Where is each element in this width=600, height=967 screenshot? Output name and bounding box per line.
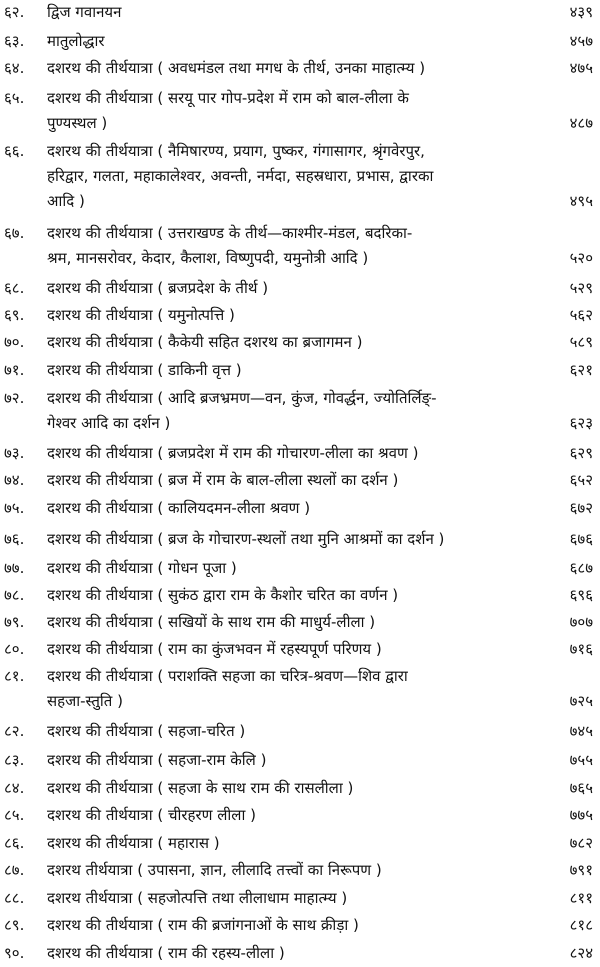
entry-title-line: दशरथ की तीर्थयात्रा ( महारास ) [47,834,220,852]
entry-title-line: दशरथ की तीर्थयात्रा ( कालियदमन-लीला श्रवण ) [47,499,311,517]
entry-number: ८०. [4,640,25,658]
entry-title [47,0,532,25]
entry-title-line: दशरथ की तीर्थयात्रा ( डाकिनी वृत्त ) [47,361,242,379]
entry-title [47,303,532,328]
entry-title [47,468,532,493]
entry-title-line: हरिद्वार, गलता, महाकालेश्वर, अवन्ती, नर्मदा, सहस्रधारा, प्रभास, द्वारका [47,167,434,185]
entry-number: ९०. [4,944,25,962]
entry-title-line: दशरथ की तीर्थयात्रा ( राम की रहस्य-लीला ) [47,944,285,962]
entry-title-line: दशरथ तीर्थयात्रा ( सहजोत्पत्ति तथा लीलाधाम माहात्म्य ) [47,889,348,907]
entry-number: ७१. [4,361,25,379]
entry-title [47,221,532,271]
entry-title-line: दशरथ की तीर्थयात्रा ( सखियों के साथ राम की माधुर्य-लीला ) [47,613,376,631]
entry-title [47,56,532,81]
entry-title [47,858,532,883]
entry-title [47,358,532,383]
entry-number: ७३. [4,444,25,462]
entry-title-line: श्रम, मानसरोवर, केदार, कैलाश, विष्णुपदी, यमुनोत्री आदि ) [47,249,369,267]
entry-title-line: दशरथ तीर्थयात्रा ( उपासना, ज्ञान, लीलादि तत्त्वों का निरूपण ) [47,861,382,879]
entry-number: ८७. [4,861,25,879]
entry-number: ६५. [4,89,25,107]
entry-title [47,583,532,608]
entry-title-line: दशरथ की तीर्थयात्रा ( कैकेयी सहित दशरथ का ब्रजागमन ) [47,333,363,351]
entry-title [47,637,532,662]
entry-number: ७६. [4,530,25,548]
entry-number: ७०. [4,333,25,351]
entry-title [47,139,532,214]
entry-title-line: पुण्यस्थल ) [47,114,108,132]
entry-page-number: ५२९ [569,279,593,297]
entry-page-number: ७१६ [569,640,593,658]
entry-title [47,527,532,552]
entry-page-number: ४५७ [569,32,593,50]
entry-title-line: दशरथ की तीर्थयात्रा ( चीरहरण लीला ) [47,806,256,824]
entry-title-line: दशरथ की तीर्थयात्रा ( ब्रज में राम के बाल-लीला स्थलों का दर्शन ) [47,471,399,489]
entry-number: ७८. [4,586,25,604]
entry-title-line: दशरथ की तीर्थयात्रा ( सहजा के साथ राम की रासलीला ) [47,779,354,797]
entry-title-line: गेश्वर आदि का दर्शन ) [47,414,171,432]
entry-page-number: ६२१ [569,361,593,379]
entry-title-line: दशरथ की तीर्थयात्रा ( राम की ब्रजांगनाओं के साथ क्रीड़ा ) [47,916,359,934]
entry-title-line: दशरथ की तीर्थयात्रा ( अवधमंडल तथा मगध के तीर्थ, उनका माहात्म्य ) [47,59,426,77]
entry-page-number: ४८७ [569,114,593,132]
entry-page-number: ७८२ [569,834,593,852]
entry-page-number: ६२३ [569,414,593,432]
entry-title [47,941,532,966]
entry-title [47,776,532,801]
entry-title-line: आदि ) [47,192,85,210]
entry-title [47,803,532,828]
entry-page-number: ७९१ [569,861,593,879]
entry-title [47,441,532,466]
entry-number: ७५. [4,499,25,517]
entry-number: ६९. [4,306,25,324]
entry-title-line: दशरथ की तीर्थयात्रा ( सहजा-चरित ) [47,722,246,740]
entry-title-line: दशरथ की तीर्थयात्रा ( ब्रजप्रदेश में राम की गोचारण-लीला का श्रवण ) [47,444,419,462]
entry-title [47,831,532,856]
entry-page-number: ४३९ [569,3,593,21]
entry-title [47,276,532,301]
entry-number: ८३. [4,751,25,769]
entry-page-number: ७५५ [569,751,593,769]
entry-title [47,913,532,938]
entry-title-line: दशरथ की तीर्थयात्रा ( ब्रज के गोचारण-स्थलों तथा मुनि आश्रमों का दर्शन ) [47,530,445,548]
entry-page-number: ५२० [569,249,593,267]
entry-title-line: दशरथ की तीर्थयात्रा ( आदि ब्रजभ्रमण—वन, कुंज, गोवर्द्धन, ज्योतिर्लिङ्- [47,389,437,407]
entry-number: ७९. [4,613,25,631]
entry-page-number: ७२५ [569,692,593,710]
entry-number: ६६. [4,142,25,160]
entry-title-line: दशरथ की तीर्थयात्रा ( उत्तराखण्ड के तीर्थ—काश्मीर-मंडल, बदरिका- [47,224,413,242]
entry-title-line: दशरथ की तीर्थयात्रा ( गोधन पूजा ) [47,559,237,577]
entry-title [47,664,532,714]
entry-number: ६२. [4,3,25,21]
entry-page-number: ६८७ [569,559,593,577]
entry-page-number: ५८९ [569,333,593,351]
entry-page-number: ६९६ [569,586,593,604]
entry-title [47,748,532,773]
entry-page-number: ८१८ [569,916,593,934]
entry-page-number: ४७५ [569,59,593,77]
entry-title [47,886,532,911]
entry-page-number: ७०७ [569,613,593,631]
entry-number: ८६. [4,834,25,852]
entry-title [47,496,532,521]
entry-title-line: दशरथ की तीर्थयात्रा ( सहजा-राम केलि ) [47,751,267,769]
entry-number: ८४. [4,779,25,797]
entry-title [47,29,532,54]
entry-title [47,330,532,355]
entry-page-number: ८२४ [569,944,593,962]
entry-title [47,86,532,136]
entry-number: ८९. [4,916,25,934]
entry-page-number: ७४५ [569,722,593,740]
entry-title-line: दशरथ की तीर्थयात्रा ( नैमिषारण्य, प्रयाग, पुष्कर, गंगासागर, श्रृंगवेरपुर, [47,142,425,160]
entry-title-line: दशरथ की तीर्थयात्रा ( सुकंठ द्वारा राम के कैशोर चरित का वर्णन ) [47,586,399,604]
entry-number: ६४. [4,59,25,77]
entry-title [47,386,532,436]
entry-number: ८५. [4,806,25,824]
entry-page-number: ५६२ [569,306,593,324]
entry-page-number: ६५२ [569,471,593,489]
entry-page-number: ४९५ [569,192,593,210]
entry-title-line: दशरथ की तीर्थयात्रा ( यमुनोत्पत्ति ) [47,306,235,324]
entry-title-line: दशरथ की तीर्थयात्रा ( पराशक्ति सहजा का चरित्र-श्रवण—शिव द्वारा [47,667,408,685]
entry-number: ६८. [4,279,25,297]
entry-number: ७४. [4,471,25,489]
entry-number: ८१. [4,667,25,685]
entry-number: ८८. [4,889,25,907]
entry-page-number: ६७२ [569,499,593,517]
entry-title-line: द्विज गवानयन [47,3,122,21]
entry-title-line: दशरथ की तीर्थयात्रा ( ब्रजप्रदेश के तीर्थ ) [47,279,269,297]
entry-title-line: दशरथ की तीर्थयात्रा ( राम का कुंजभवन में रहस्यपूर्ण परिणय ) [47,640,382,658]
entry-title [47,556,532,581]
entry-title [47,719,532,744]
entry-page-number: ६२९ [569,444,593,462]
entry-number: ६३. [4,32,25,50]
entry-title-line: दशरथ की तीर्थयात्रा ( सरयू पार गोप-प्रदेश में राम को बाल-लीला के [47,89,409,107]
entry-page-number: ७६५ [569,779,593,797]
entry-number: ६७. [4,224,25,242]
entry-number: ७२. [4,389,25,407]
entry-number: ७७. [4,559,25,577]
entry-title-line: सहजा-स्तुति ) [47,692,123,710]
entry-page-number: ८११ [569,889,593,907]
entry-page-number: ७७५ [569,806,593,824]
entry-title [47,610,532,635]
entry-title-line: मातुलोद्धार [47,32,105,50]
entry-page-number: ६७६ [569,530,593,548]
entry-number: ८२. [4,722,25,740]
